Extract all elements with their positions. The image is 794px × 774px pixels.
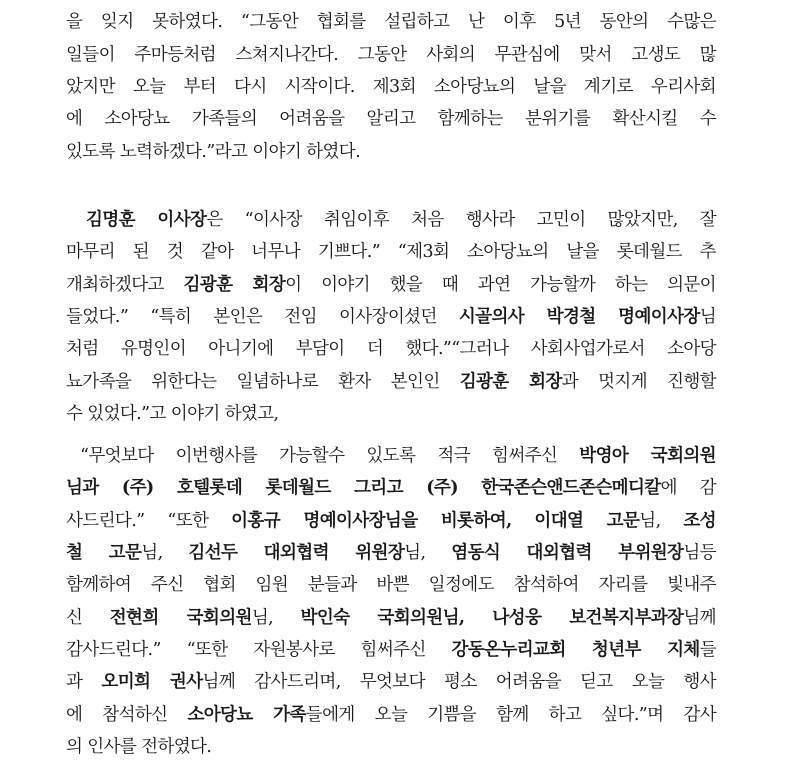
paragraph-3-line-2 [66, 473, 716, 503]
person-name: 박인숙 국회의원님, 나성웅 보건복지부과장 [300, 608, 684, 628]
person-name: 전현희 국회의원 [109, 608, 252, 628]
text: 들 [699, 640, 716, 660]
person-name: 철 고문 [66, 543, 142, 563]
person-name: 이홍규 명예이사장님을 비롯하여, [231, 511, 512, 531]
paragraph-3-line-4 [66, 538, 716, 568]
paragraph-1-line-4: 에 소아당뇨 가족들의 어려움을 알리고 함께하는 분위기를 확산시킬 수 [66, 109, 716, 129]
paragraph-2-line-5: 처럼 유명인이 아니기에 부담이 더 했다.”“그러나 사회사업가로서 소아당 [66, 339, 716, 359]
group-name: 소아당뇨 가족 [187, 705, 306, 725]
paragraph-2-line-4 [66, 302, 716, 332]
text: 뇨가족을 위한다는 일념하나로 환자 본인인 [66, 372, 460, 392]
text: 에 참석하신 [66, 705, 188, 725]
text: 님, [141, 543, 189, 563]
paragraph-3-line-3 [66, 506, 716, 536]
text: 개최하겠다고 [66, 275, 184, 295]
paragraph-1-line-1: 을 잊지 못하였다. “그동안 협회를 설립하고 난 이후 5년 동안의 수많은 [66, 12, 716, 32]
organization-names: 님과 (주) 호텔롯데 롯데월드 그리고 (주) 한국존슨앤드존슨메디칼 [66, 478, 661, 498]
person-name: 김선두 대외협력 위원장 [188, 543, 405, 563]
text: 님께 감사드리며, 무엇보다 평소 어려움을 딛고 오늘 행사 [202, 672, 716, 692]
text: “무엇보다 이번행사를 가능할수 있도록 적극 힘써주신 [80, 446, 580, 466]
person-name: 오미희 권사 [101, 672, 203, 692]
text: 님, [251, 608, 301, 628]
paragraph-1-line-3: 았지만 오늘 부터 다시 시작이다. 제3회 소아당뇨의 날을 계기로 우리사회 [66, 77, 716, 97]
text: 사드린다.” “또한 [66, 511, 232, 531]
paragraph-3-line-1 [66, 441, 716, 471]
paragraph-2-line-2: 마무리 된 것 같아 너무나 기쁘다.” “제3회 소아당뇨의 날을 롯데월드 추 [66, 242, 716, 262]
paragraph-3-line-8 [66, 667, 716, 697]
paragraph-2-line-1 [66, 205, 716, 235]
paragraph-1-line-2: 일들이 주마등처럼 스쳐지나간다. 그동안 사회의 무관심에 맞서 고생도 많 [66, 45, 716, 65]
paragraph-3-line-10: 의 인사를 전하였다. [66, 737, 212, 757]
text: 들에게 오늘 기쁨을 함께 하고 싶다.”며 감사 [305, 705, 716, 725]
text [512, 511, 535, 531]
paragraph-1-line-5: 있도록 노력하겠다.”라고 이야기 하였다. [66, 142, 361, 162]
paragraph-2-line-6 [66, 367, 716, 397]
organization-name: 강동온누리교회 청년부 지체 [451, 640, 700, 660]
text: 은 “이사장 취임이후 처음 행사라 고민이 많았지만, 잘 [206, 210, 717, 230]
text: 님께 [683, 608, 716, 628]
text: 에 감 [660, 478, 716, 498]
paragraph-3-line-9 [66, 700, 716, 730]
text: 과 [66, 672, 102, 692]
text: 님 [699, 307, 716, 327]
paragraph-3-line-5: 함께하여 주신 협회 임원 분들과 바쁜 일정에도 참석하여 자리를 빛내주 [66, 575, 716, 595]
text: 과 멋지게 진행할 [561, 372, 716, 392]
paragraph-2-line-7: 수 있었다.”고 이야기 하였고, [66, 404, 279, 424]
paragraph-3-line-7 [66, 635, 716, 665]
person-name: 조성 [683, 511, 716, 531]
text: 이 이야기 했을 때 과연 가능할까 하는 의문이 [285, 275, 716, 295]
paragraph-3-line-6 [66, 603, 716, 633]
person-name: 염동식 대외협력 부위원장 [451, 543, 684, 563]
person-name: 이대열 고문 [534, 511, 640, 531]
text: 감사드린다.” “또한 자원봉사로 힘써주신 [66, 640, 452, 660]
text: 님, [404, 543, 452, 563]
text: 님, [639, 511, 684, 531]
person-name: 김명훈 이사장 [86, 210, 207, 230]
person-name: 박영아 국회의원 [579, 446, 716, 466]
person-name: 김광훈 회장 [459, 372, 562, 392]
text: 들었다.” “특히 본인은 전임 이사장이셨던 [66, 307, 459, 327]
text: 신 [66, 608, 110, 628]
text: 님등 [683, 543, 716, 563]
person-name: 김광훈 회장 [183, 275, 286, 295]
paragraph-2-line-3 [66, 270, 716, 300]
person-name: 시골의사 박경철 명예이사장 [458, 307, 700, 327]
